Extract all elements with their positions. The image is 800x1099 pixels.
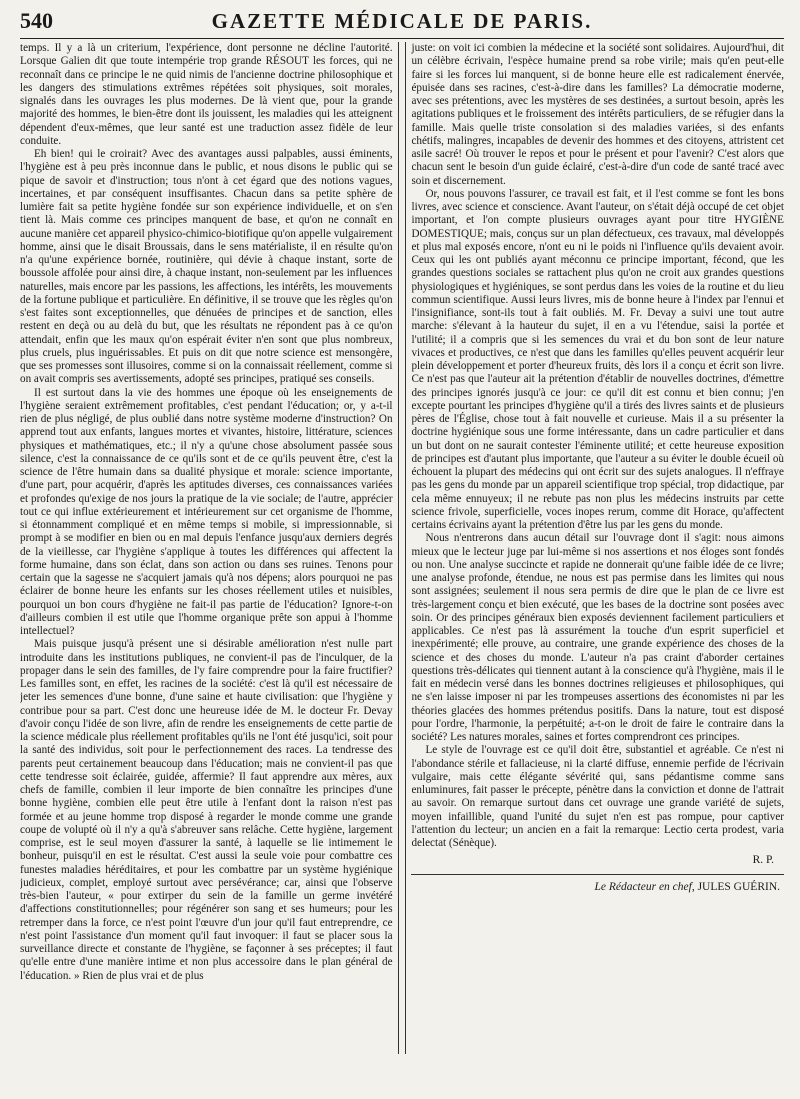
article-columns — [20, 42, 784, 1054]
editor-name: JULES GUÉRIN. — [697, 880, 780, 893]
author-signature: R. P. — [752, 854, 774, 867]
editor-footer — [411, 874, 784, 894]
paragraph: Mais puisque jusqu'à présent une si désirable amélioration n'est nulle part introduite dans les institutions publiques, ne convient-il pas de l'inculquer, de la propager dans le sein des familles, de l'y faire comprendre pour la faire fructifier? Les familles sont, en effet, les racines de la société: c'est là qu'il est nécessaire de jeter les semences d'une bonne, d'une saine et haute civilisation: que l'hygiène y contribue pour sa part. C'est donc une heureuse idée de M. le docteur Fr. Devay d'avoir conçu l'idée de son livre, afin de rendre les enseignements de cette partie de la science médicale plus réellement profitables qu'ils ne l'ont été jusqu'ici, soit pour la santé des individus, soit pour le perfectionnement des races. La tendresse des parents peut certainement beaucoup dans l'éducation; mais ne convient-il pas que cette tendresse soit éclairée, guidée, affermie? Il faut apprendre aux mères, aux chefs de famille, combien il leur importe de bien connaître les principes d'une bonne hygiène, combien elle peut être utile à l'enfant dont la raison n'est pas formée et au jeune homme trop disposé à regarder le monde comme une grande coupe de volupté où il n'y a qu'à s'abreuver sans relâche. Cette hygiène, largement comprise, est le seul moyen d'assurer la santé, à laquelle se lie intimement le bonheur, puisqu'il en est le résultat. C'est aussi la seule voie pour combattre ces funestes maladies héréditaires, et pour les combattre par un système hygiénique judicieux, complet, employé surtout avec persévérance; car, ainsi que l'observe très-bien l'auteur, « pour extirper du sein de la famille un germe invétéré d'affections constitutionnelles; pour régénérer son sang et ses humeurs; pour les retremper dans la force, ce n'est point l'œuvre d'un jour qu'il faut entreprendre, ce n'est point l'assistance d'un moment qu'il faut invoquer: il faut se placer sous la surveillance directe et constante de l'hygiène, se façonner à ses préceptes; il faut qu'elle entre d'une manière intime et non plus accessoire dans le plan général de l'éducation. » Rien de plus vrai et de plus — [20, 638, 393, 982]
page-header — [20, 8, 784, 39]
page-number: 540 — [20, 8, 53, 33]
column-divider — [398, 42, 407, 1054]
paragraph: juste: on voit ici combien la médecine et la société sont solidaires. Aujourd'hui, dit un célèbre écrivain, l'espèce humaine prend sa robe virile; mais qu'en peut-elle faire si les forces lui manquent, si de bonne heure elle est radicalement énervée, épuisée dans ses racines, c'est-à-dire dans les familles? La démocratie moderne, avec ses prétentions, avec les mystères de ses destinées, a surtout besoin, après les agitations publiques et le froissement des intérêts particuliers, de se réfugier dans la famille. Mais quelle triste consolation si des maladies variées, si des enfants chétifs, malingres, incapables de devenir des hommes et des citoyens, attristent cet asile sacré! Où trouver le repos et pour le présent et pour l'avenir? C'est alors que chacun sent le besoin d'un guide éclairé, c'est-à-dire d'un code de santé tracé avec soin et discernement. — [411, 42, 784, 187]
paragraph: Eh bien! qui le croirait? Avec des avantages aussi palpables, aussi éminents, l'hygiène est à peu près inconnue dans le public, et nous disons le public qui se pique de savoir et d'instruction; tous n'ont à cet égard que des notions vagues, incertaines, et par conséquent insuffisantes. Chacun dans sa petite sphère de lumière fait sa petite hygiène fondée sur son expérience individuelle, et on s'en tient là. Mais comme ces principes manquent de base, et qu'on ne connaît en aucune manière cet appareil physico-chimico-biotifique qu'on appelle vulgairement homme, ainsi que le disait Broussais, dans le sens matérialiste, il en résulte qu'on n'a qu'une expérience bornée, routinière, qui dévie à chaque instant, sorte de boussole affolée pour ainsi dire, à chaque instant, non-seulement par les influences naturelles, mais encore par les passions, les affections, les intérêts, les mouvements de la fortune publique et particulière. En définitive, il se trouve que les règles qu'on s'est faites sont exceptionnelles, que dénuées de principes et de sanction, elles restent en deçà ou au delà du but, que les résultats ne répondent pas à ce qu'on attendait, enfin que les maux qu'on espérait éviter n'en sont que plus nombreux, plus cruels, plus inguérissables. Et puis on dit que notre science est mensongère, que ses promesses sont illusoires, comme si on la connaissait réellement, comme si on avait compris ses avertissements, adopté ses principes, pratiqué ses conseils. — [20, 148, 393, 386]
paragraph: Nous n'entrerons dans aucun détail sur l'ouvrage dont il s'agit: nous aimons mieux que le lecteur juge par lui-même si nos assertions et nos éloges sont fondés ou non. Une analyse succincte et rapide ne donnerait qu'une faible idée de ce livre; une analyse profonde, étendue, ne nous est pas permise dans les limites qui nous sont assignées; seulement il nous sera permis de dire que le plan de ce livre est très-largement conçu et bien exécuté, que les bases de la doctrine sont posées avec soin. Or des principes généraux bien exposés deviennent facilement particuliers et applicables. Ce n'est pas là assurément la touche d'un esprit superficiel et inexpérimenté; elle prouve, au contraire, une grande expérience des choses de la science et des choses du monde. L'auteur n'a pas craint d'aborder certaines questions très-délicates qui tiennent autant à la conscience qu'à l'hygiène, mais il le fait en médecin versé dans les bonnes doctrines religieuses et philosophiques, qui ne s'en laisse imposer ni par les trompeuses assertions des économistes ni par les théories glacées des hommes prétendus positifs. Dans la nature, tout est disposé pour l'ordre, l'harmonie, la perpétuité; a-t-on le droit de faire le contraire dans la société? Les natures morales, saines et fortes comprendront ces principes. — [411, 532, 784, 743]
right-column — [411, 42, 784, 1054]
left-column — [20, 42, 393, 1054]
journal-title: GAZETTE MÉDICALE DE PARIS. — [211, 9, 593, 33]
editor-label: Le Rédacteur en chef, — [594, 880, 695, 893]
paragraph: Il est surtout dans la vie des hommes une époque où les enseignements de l'hygiène seraient extrêmement profitables, c'est pendant l'éducation; or, y a-t-il rien de plus négligé, de plus oublié dans notre système moderne d'instruction? On apprend tout aux enfants, langues mortes et vivantes, histoire, littérature, sciences physiques et mathématiques, etc.; il n'y a qu'une chose absolument passée sous silence, c'est la connaissance de ce qu'ils sont et de ce qu'ils peuvent être, c'est la science de l'être humain dans sa dualité physique et morale: science importante, d'une part, pour acquérir, d'après les aptitudes diverses, ces connaissances variées et profondes qu'exige de nos jours la pratique de la vie sociale; de l'autre, apprécier tout ce qui influe extérieurement et intérieurement sur cet organisme de l'homme, si étonnamment compliqué et en même temps si mobile, si impressionnable, si prompt à se modifier en bien ou en mal depuis l'enfance jusqu'aux derniers degrés de la vieillesse, car l'hygiène s'applique à toutes les différences qui affectent la forme humaine, dans son éclat, dans son action ou dans ses ruines. Tenons pour certain que la sagesse ne s'acquiert jamais qu'à nos dépens; alors pourquoi ne pas éclairer de bonne heure les enfants sur les choses réellement utiles et nuisibles, pourquoi un bon cours d'hygiène ne fait-il pas partie de l'éducation? Ignore-t-on d'ailleurs combien il est utile que l'homme organique prête son appui à l'homme intellectuel? — [20, 386, 393, 637]
paragraph: Le style de l'ouvrage est ce qu'il doit être, substantiel et agréable. Ce n'est ni l'abondance stérile et fallacieuse, ni la clarté diffuse, ennemie perfide de l'écrivain vulgaire, mais cette élégante sévérité qui, sans pédantisme comme sans enluminures, fait passer le précepte, pénètre dans la conviction et donne de l'attrait au savoir. On remarque surtout dans cet ouvrage une grande variété de sujets, moyen infaillible, quand l'unité du sujet n'en est pas rompue, pour captiver l'attention du lecteur; un ancien en a fait la remarque: Lectio certa prodest, varia delectat (Sénèque). — [411, 744, 784, 849]
paragraph: temps. Il y a là un criterium, l'expérience, dont personne ne décline l'autorité. Lorsque Galien dit que toute intempérie trop grande RÉSOUT les forces, qui ne reconnaît dans ce principe le ne quid nimis de l'ancienne doctrine philosophique et les dangers des stimulations extrêmes répétées soit physiques, soit morales, signalés dans les ouvrages les plus modernes. De là vient que, pour la grande majorité des hommes, le bien-être dont ils jouissent, les maladies qui les atteignent dépendent d'eux-mêmes, que leur santé est une traduction assez fidèle de leur conduite. — [20, 42, 393, 147]
paragraph: Or, nous pouvons l'assurer, ce travail est fait, et il l'est comme se font les bons livres, avec science et conscience. Avant l'auteur, on s'était déjà occupé de cet objet important, et l'on compte plusieurs ouvrages ayant pour titre HYGIÈNE DOMESTIQUE; mais, conçus sur un plan défectueux, ces travaux, mal développés et plus mal exposés encore, n'ont eu ni le poids ni l'influence qu'ils devaient avoir. Ceux qui les ont publiés ayant méconnu ce principe important, fécond, que les grandes questions sociales se rattachent plus qu'on ne croit aux grandes questions physiologiques et hygiéniques, se sont perdus dans les voies de la routine et du lieu commun scientifique. Aussi leurs livres, mis de bonne heure à l'index par l'ennui et l'insignifiance, sont-ils tout à fait oubliés. M. Fr. Devay a suivi une tout autre marche: s'élevant à la hauteur du sujet, il en a vu l'étendue, saisi la portée et l'utilité; il a compris que si les semences du vrai et du bon sont de leur nature vivaces et productives, ce n'est que dans les familles qu'elles peuvent acquérir leur plein développement et porter d'heureux fruits, dès lors il a conçu et écrit son livre. Ce n'est pas que l'auteur ait la prétention d'établir de nouvelles doctrines, d'émettre des principes ignorés jusqu'à ce jour: ce qu'il dit est connu et bien connu; j'en excepte pourtant les principes d'hygiène qu'il a tirés des livres saints et de plusieurs pères de l'Église, chose tout à fait nouvelle et curieuse. Mais il a su présenter la doctrine hygiénique sous une forme intéressante, dans un cadre particulier et dans un but dont on ne saurait contester l'éminente utilité; et cette heureuse exposition de principes est d'autant plus importante, que l'auteur a su éviter le double écueil où échouent la plupart des médecins qui ont écrit sur des sujets analogues. Il n'effraye pas les gens du monde par un appareil scientifique trop spécial, trop didactique, par cela même ennuyeux; il ne rebute pas non plus les médecins instruits par cette science frivole, superficielle, voces inopes rerum, comme dit Horace, qu'affectent certains écrivains ayant la prétention d'être lus par les gens du monde. — [411, 187, 784, 531]
